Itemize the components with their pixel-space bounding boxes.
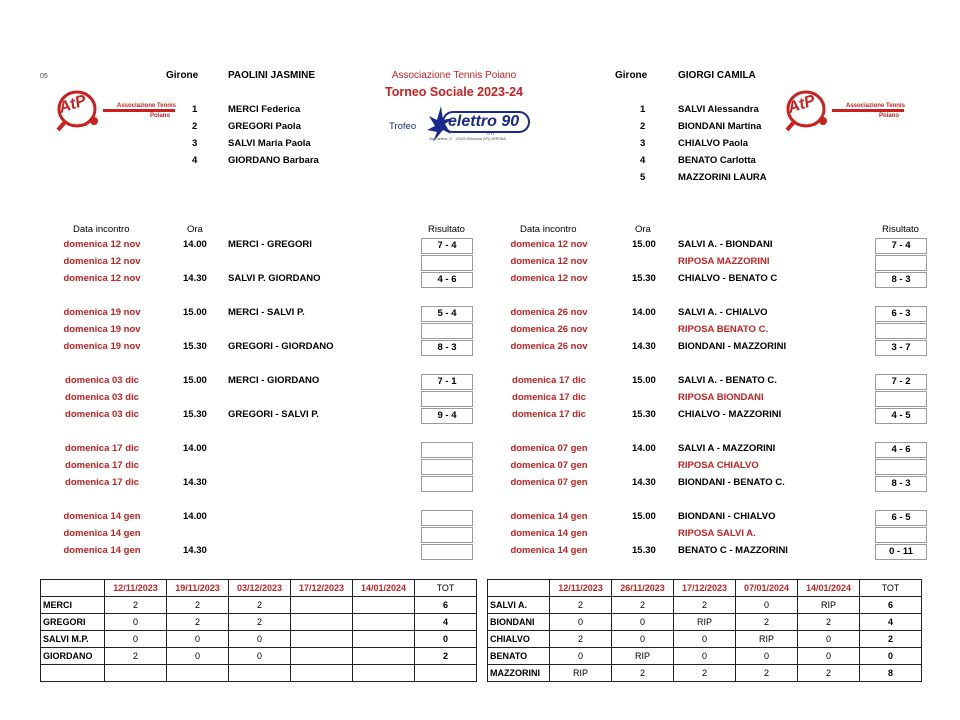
standings-score-cell: 2 bbox=[798, 665, 860, 682]
match-pairing: SALVI A. - CHIALVO bbox=[678, 307, 768, 318]
match-result bbox=[875, 527, 927, 543]
standings-total-cell: 4 bbox=[415, 614, 477, 631]
rest-note: RIPOSA BIONDANI bbox=[678, 392, 764, 403]
standings-score-cell bbox=[291, 614, 353, 631]
standings-row bbox=[41, 648, 477, 665]
standings-total-cell: 2 bbox=[860, 631, 922, 648]
standings-score-cell bbox=[353, 597, 415, 614]
standings-score-cell: 2 bbox=[612, 665, 674, 682]
standings-total-cell: 0 bbox=[860, 648, 922, 665]
match-pairing: CHIALVO - BENATO C bbox=[678, 273, 778, 284]
player-name: GIORDANO Barbara bbox=[228, 155, 319, 166]
sponsor-suffix: S.r.l. bbox=[487, 131, 496, 136]
match-time: 14.00 bbox=[632, 443, 656, 454]
standings-score-cell bbox=[291, 597, 353, 614]
standings-score-cell bbox=[353, 614, 415, 631]
association-name: Associazione Tennis Poiano bbox=[391, 70, 517, 81]
standings-date-header: 19/11/2023 bbox=[167, 580, 229, 597]
rest-note: RIPOSA MAZZORINI bbox=[678, 256, 770, 267]
match-pairing: BIONDANI - CHIALVO bbox=[678, 511, 776, 522]
match-pairing: SALVI A - MAZZORINI bbox=[678, 443, 776, 454]
match-date: domenica 19 nov bbox=[63, 307, 141, 318]
standings-date-header: 26/11/2023 bbox=[612, 580, 674, 597]
match-pairing: SALVI P. GIORDANO bbox=[228, 273, 321, 284]
standings-player-name: MAZZORINI bbox=[488, 665, 550, 682]
standings-tot-header: TOT bbox=[860, 580, 922, 597]
match-row bbox=[0, 509, 960, 526]
left-girone-name: PAOLINI JASMINE bbox=[228, 70, 316, 81]
standings-total-cell: 2 bbox=[415, 648, 477, 665]
standings-player-name: CHIALVO bbox=[488, 631, 550, 648]
standings-score-cell: 2 bbox=[736, 614, 798, 631]
match-row bbox=[0, 271, 960, 288]
standings-player-name: GIORDANO bbox=[41, 648, 105, 665]
right-time-header: Ora bbox=[635, 224, 651, 235]
logo-monogram: AtP bbox=[785, 92, 818, 117]
logo-monogram: AtP bbox=[56, 92, 89, 117]
standings-total-cell: 4 bbox=[860, 614, 922, 631]
standings-date-header: 14/01/2024 bbox=[353, 580, 415, 597]
standings-score-cell bbox=[353, 648, 415, 665]
standings-player-name: GREGORI bbox=[41, 614, 105, 631]
match-pairing: GREGORI - SALVI P. bbox=[228, 409, 319, 420]
standings-row bbox=[488, 631, 922, 648]
right-club-logo bbox=[784, 90, 909, 132]
standings-score-cell: RIP bbox=[736, 631, 798, 648]
standings-row bbox=[488, 614, 922, 631]
match-time: 14.30 bbox=[632, 341, 656, 352]
right-date-header: Data incontro bbox=[520, 224, 577, 235]
match-time: 14.00 bbox=[183, 443, 207, 454]
match-pairing: MERCI - GREGORI bbox=[228, 239, 312, 250]
match-time: 15.30 bbox=[632, 409, 656, 420]
left-result-header: Risultato bbox=[428, 224, 465, 235]
match-date: domenica 17 dic bbox=[512, 375, 586, 386]
left-time-header: Ora bbox=[187, 224, 203, 235]
match-result: 4 - 6 bbox=[421, 272, 473, 288]
logo-line2: Poiano bbox=[879, 113, 900, 119]
match-result: 7 - 1 bbox=[421, 374, 473, 390]
standings-score-cell: 2 bbox=[550, 631, 612, 648]
match-time: 15.00 bbox=[632, 375, 656, 386]
match-result bbox=[875, 391, 927, 407]
sponsor-name: elettro 90 bbox=[448, 113, 520, 130]
player-number: 1 bbox=[640, 104, 646, 115]
tournament-title: Torneo Sociale 2023-24 bbox=[384, 85, 524, 99]
match-time: 14.30 bbox=[632, 477, 656, 488]
match-pairing: SALVI A. - BENATO C. bbox=[678, 375, 777, 386]
standings-score-cell: 2 bbox=[105, 648, 167, 665]
trofeo-label: Trofeo bbox=[389, 121, 417, 132]
standings-score-cell: 2 bbox=[798, 614, 860, 631]
match-time: 14.30 bbox=[183, 477, 207, 488]
match-result: 3 - 7 bbox=[875, 340, 927, 356]
match-time: 15.00 bbox=[183, 307, 207, 318]
logo-year: dal 1983 bbox=[72, 122, 88, 127]
match-result: 4 - 5 bbox=[875, 408, 927, 424]
player-name: SALVI Alessandra bbox=[678, 104, 759, 115]
standings-score-cell: 0 bbox=[167, 648, 229, 665]
standings-score-cell: RIP bbox=[674, 614, 736, 631]
right-result-header: Risultato bbox=[882, 224, 919, 235]
left-standings-table bbox=[40, 579, 477, 682]
standings-score-cell bbox=[291, 631, 353, 648]
sponsor-address: Via Cantina, 17 - 37020 Grezzana (VR) VERONA bbox=[429, 137, 506, 141]
match-date: domenica 12 nov bbox=[63, 239, 141, 250]
match-time: 15.30 bbox=[632, 545, 656, 556]
standings-score-cell: 2 bbox=[674, 597, 736, 614]
match-time: 15.00 bbox=[183, 375, 207, 386]
match-date: domenica 14 gen bbox=[510, 511, 588, 522]
match-date: domenica 14 gen bbox=[63, 528, 141, 539]
match-date: domenica 17 dic bbox=[65, 443, 139, 454]
player-name: CHIALVO Paola bbox=[678, 138, 749, 149]
match-pairing: BIONDANI - MAZZORINI bbox=[678, 341, 787, 352]
standings-score-cell bbox=[229, 665, 291, 682]
player-name: BIONDANI Martina bbox=[678, 121, 762, 132]
standings-score-cell: RIP bbox=[550, 665, 612, 682]
standings-row bbox=[41, 597, 477, 614]
standings-score-cell: 2 bbox=[229, 614, 291, 631]
match-pairing: GREGORI - GIORDANO bbox=[228, 341, 334, 352]
left-club-logo bbox=[55, 90, 180, 132]
match-pairing: MERCI - SALVI P. bbox=[228, 307, 305, 318]
standings-player-name: MERCI bbox=[41, 597, 105, 614]
standings-header-row bbox=[488, 580, 922, 597]
sponsor-logo bbox=[427, 106, 533, 146]
left-date-header: Data incontro bbox=[73, 224, 130, 235]
rest-note: RIPOSA BENATO C. bbox=[678, 324, 769, 335]
player-name: GREGORI Paola bbox=[228, 121, 301, 132]
standings-corner-cell bbox=[41, 580, 105, 597]
standings-score-cell: 0 bbox=[229, 648, 291, 665]
standings-score-cell bbox=[353, 665, 415, 682]
standings-score-cell: 2 bbox=[736, 665, 798, 682]
standings-score-cell: RIP bbox=[798, 597, 860, 614]
player-number: 2 bbox=[640, 121, 646, 132]
player-number: 4 bbox=[192, 155, 198, 166]
match-result: 9 - 4 bbox=[421, 408, 473, 424]
logo-line2: Poiano bbox=[150, 113, 171, 119]
logo-line1: Associazione Tennis bbox=[846, 103, 905, 109]
standings-score-cell: 0 bbox=[105, 631, 167, 648]
standings-score-cell bbox=[105, 665, 167, 682]
standings-player-name: SALVI A. bbox=[488, 597, 550, 614]
left-girone-label: Girone bbox=[166, 70, 199, 81]
player-number: 3 bbox=[640, 138, 646, 149]
standings-total-cell: 8 bbox=[860, 665, 922, 682]
match-date: domenica 12 nov bbox=[63, 256, 141, 267]
player-name: MAZZORINI LAURA bbox=[678, 172, 767, 183]
match-time: 14.00 bbox=[183, 511, 207, 522]
standings-score-cell: 2 bbox=[105, 597, 167, 614]
match-row bbox=[0, 237, 960, 254]
player-number: 4 bbox=[640, 155, 646, 166]
standings-score-cell: 0 bbox=[167, 631, 229, 648]
right-girone-label: Girone bbox=[615, 70, 648, 81]
match-pairing: BENATO C - MAZZORINI bbox=[678, 545, 788, 556]
match-date: domenica 17 dic bbox=[65, 477, 139, 488]
standings-score-cell: 0 bbox=[550, 614, 612, 631]
match-date: domenica 14 gen bbox=[510, 528, 588, 539]
match-date: domenica 12 nov bbox=[510, 273, 588, 284]
match-date: domenica 17 dic bbox=[512, 392, 586, 403]
match-row bbox=[0, 407, 960, 424]
match-result bbox=[875, 255, 927, 271]
match-date: domenica 19 nov bbox=[63, 324, 141, 335]
match-result: 8 - 3 bbox=[421, 340, 473, 356]
match-date: domenica 07 gen bbox=[510, 477, 588, 488]
standings-row bbox=[488, 665, 922, 682]
player-number: 1 bbox=[192, 104, 198, 115]
match-row bbox=[0, 373, 960, 390]
match-date: domenica 07 gen bbox=[510, 460, 588, 471]
player-number: 5 bbox=[640, 172, 646, 183]
rest-note: RIPOSA CHIALVO bbox=[678, 460, 759, 471]
match-row bbox=[0, 339, 960, 356]
standings-score-cell: 0 bbox=[674, 631, 736, 648]
standings-date-header: 12/11/2023 bbox=[105, 580, 167, 597]
match-result bbox=[875, 459, 927, 475]
match-date: domenica 14 gen bbox=[510, 545, 588, 556]
match-time: 14.00 bbox=[632, 307, 656, 318]
standings-total-cell: 6 bbox=[860, 597, 922, 614]
player-name: SALVI Maria Paola bbox=[228, 138, 311, 149]
match-pairing: CHIALVO - MAZZORINI bbox=[678, 409, 782, 420]
standings-row bbox=[41, 614, 477, 631]
standings-player-name bbox=[41, 665, 105, 682]
standings-score-cell: 0 bbox=[550, 648, 612, 665]
page-number: 05 bbox=[40, 73, 48, 80]
match-pairing: SALVI A. - BIONDANI bbox=[678, 239, 773, 250]
standings-score-cell: 2 bbox=[674, 665, 736, 682]
match-date: domenica 03 dic bbox=[65, 392, 139, 403]
standings-score-cell: 0 bbox=[798, 631, 860, 648]
match-date: domenica 26 nov bbox=[510, 324, 588, 335]
standings-score-cell: 0 bbox=[105, 614, 167, 631]
standings-date-header: 07/01/2024 bbox=[736, 580, 798, 597]
match-result: 8 - 3 bbox=[875, 272, 927, 288]
match-row bbox=[0, 254, 960, 271]
standings-score-cell: 2 bbox=[167, 597, 229, 614]
standings-score-cell: 2 bbox=[167, 614, 229, 631]
match-date: domenica 17 dic bbox=[512, 409, 586, 420]
match-row bbox=[0, 322, 960, 339]
match-date: domenica 07 gen bbox=[510, 443, 588, 454]
match-result: 4 - 6 bbox=[875, 442, 927, 458]
match-pairing: BIONDANI - BENATO C. bbox=[678, 477, 785, 488]
match-row bbox=[0, 390, 960, 407]
right-standings-table bbox=[487, 579, 922, 682]
standings-score-cell: 0 bbox=[736, 648, 798, 665]
right-girone-name: GIORGI CAMILA bbox=[678, 70, 756, 81]
standings-row bbox=[488, 648, 922, 665]
standings-date-header: 03/12/2023 bbox=[229, 580, 291, 597]
match-row bbox=[0, 526, 960, 543]
standings-player-name: SALVI M.P. bbox=[41, 631, 105, 648]
standings-score-cell: 2 bbox=[229, 597, 291, 614]
match-time: 15.30 bbox=[632, 273, 656, 284]
match-date: domenica 03 dic bbox=[65, 375, 139, 386]
player-number: 3 bbox=[192, 138, 198, 149]
standings-score-cell: 0 bbox=[612, 631, 674, 648]
standings-score-cell bbox=[353, 631, 415, 648]
match-time: 15.30 bbox=[183, 341, 207, 352]
match-result: 7 - 4 bbox=[421, 238, 473, 254]
player-name: MERCI Federica bbox=[228, 104, 301, 115]
standings-total-cell: 0 bbox=[415, 631, 477, 648]
standings-row bbox=[41, 665, 477, 682]
standings-score-cell bbox=[291, 665, 353, 682]
match-time: 14.30 bbox=[183, 273, 207, 284]
standings-score-cell: 2 bbox=[612, 597, 674, 614]
match-row bbox=[0, 543, 960, 560]
standings-score-cell bbox=[291, 648, 353, 665]
player-number: 2 bbox=[192, 121, 198, 132]
match-result: 6 - 5 bbox=[875, 510, 927, 526]
standings-score-cell: 0 bbox=[612, 614, 674, 631]
standings-corner-cell bbox=[488, 580, 550, 597]
match-date: domenica 26 nov bbox=[510, 307, 588, 318]
match-result: 7 - 4 bbox=[875, 238, 927, 254]
match-result: 7 - 2 bbox=[875, 374, 927, 390]
match-date: domenica 26 nov bbox=[510, 341, 588, 352]
standings-score-cell: 0 bbox=[736, 597, 798, 614]
match-date: domenica 14 gen bbox=[63, 511, 141, 522]
match-date: domenica 19 nov bbox=[63, 341, 141, 352]
match-row bbox=[0, 475, 960, 492]
standings-score-cell: 2 bbox=[550, 597, 612, 614]
match-row bbox=[0, 441, 960, 458]
logo-line1: Associazione Tennis bbox=[117, 103, 176, 109]
standings-player-name: BIONDANI bbox=[488, 614, 550, 631]
match-time: 15.00 bbox=[632, 239, 656, 250]
standings-total-cell bbox=[415, 665, 477, 682]
match-result: 5 - 4 bbox=[421, 306, 473, 322]
standings-tot-header: TOT bbox=[415, 580, 477, 597]
match-row bbox=[0, 458, 960, 475]
player-name: BENATO Carlotta bbox=[678, 155, 756, 166]
logo-year: dal 1983 bbox=[801, 122, 817, 127]
standings-total-cell: 6 bbox=[415, 597, 477, 614]
standings-score-cell bbox=[167, 665, 229, 682]
standings-date-header: 12/11/2023 bbox=[550, 580, 612, 597]
standings-header-row bbox=[41, 580, 477, 597]
match-result bbox=[875, 323, 927, 339]
match-time: 14.00 bbox=[183, 239, 207, 250]
match-date: domenica 17 dic bbox=[65, 460, 139, 471]
standings-score-cell: 0 bbox=[674, 648, 736, 665]
match-pairing: MERCI - GIORDANO bbox=[228, 375, 320, 386]
match-date: domenica 14 gen bbox=[63, 545, 141, 556]
standings-date-header: 17/12/2023 bbox=[674, 580, 736, 597]
match-result: 8 - 3 bbox=[875, 476, 927, 492]
standings-date-header: 14/01/2024 bbox=[798, 580, 860, 597]
match-time: 15.30 bbox=[183, 409, 207, 420]
standings-score-cell: 0 bbox=[229, 631, 291, 648]
match-time: 14.30 bbox=[183, 545, 207, 556]
match-date: domenica 12 nov bbox=[63, 273, 141, 284]
standings-date-header: 17/12/2023 bbox=[291, 580, 353, 597]
standings-score-cell: RIP bbox=[612, 648, 674, 665]
standings-row bbox=[488, 597, 922, 614]
standings-score-cell: 0 bbox=[798, 648, 860, 665]
match-time: 15.00 bbox=[632, 511, 656, 522]
match-date: domenica 03 dic bbox=[65, 409, 139, 420]
standings-player-name: BENATO bbox=[488, 648, 550, 665]
rest-note: RIPOSA SALVI A. bbox=[678, 528, 756, 539]
standings-row bbox=[41, 631, 477, 648]
match-result: 6 - 3 bbox=[875, 306, 927, 322]
match-row bbox=[0, 305, 960, 322]
match-date: domenica 12 nov bbox=[510, 239, 588, 250]
match-date: domenica 12 nov bbox=[510, 256, 588, 267]
match-result: 0 - 11 bbox=[875, 544, 927, 560]
